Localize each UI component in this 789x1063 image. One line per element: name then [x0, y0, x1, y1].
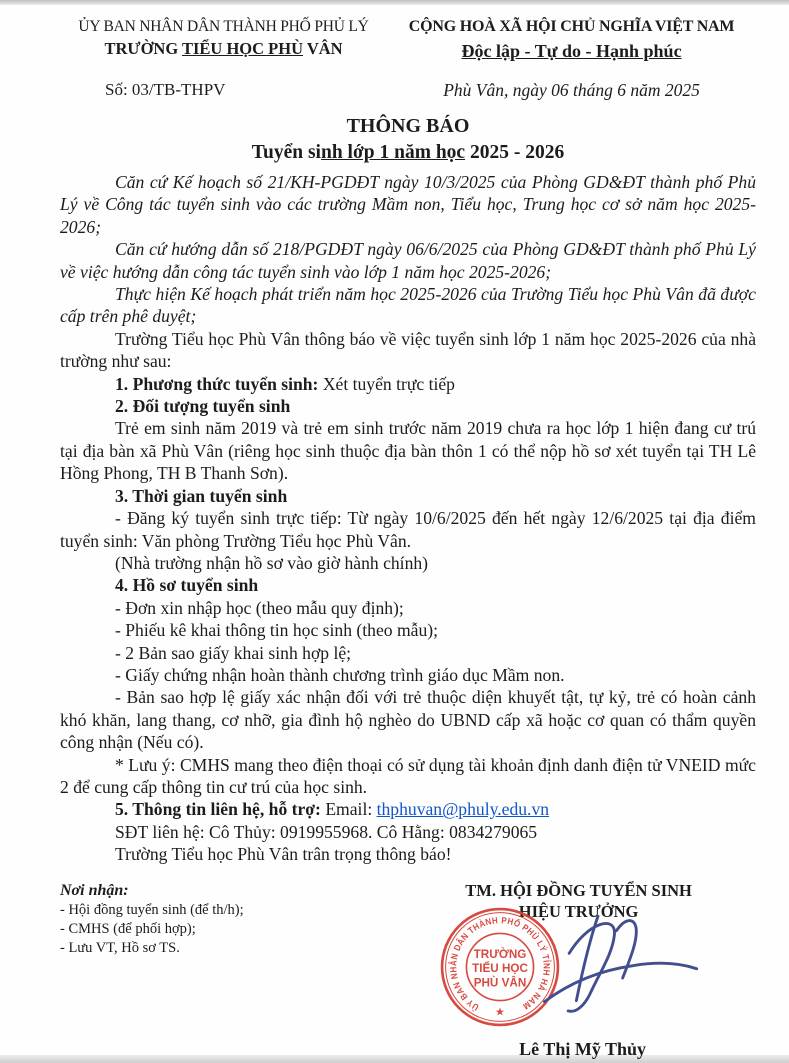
stamp-ring-text: ỦY BAN NHÂN DÂN THÀNH PHỐ PHỦ LÝ TỈNH HÀ NAM — [448, 914, 552, 1013]
text-segment: Xét tuyển trực tiếp — [322, 373, 455, 394]
paragraph — [60, 373, 756, 395]
page-top-edge — [0, 0, 789, 5]
paragraph — [60, 798, 756, 820]
text-segment: 3. Thời gian tuyển sinh — [115, 485, 288, 506]
paragraph — [60, 686, 756, 753]
paragraph — [60, 597, 756, 619]
document-title — [60, 113, 756, 166]
text-segment: - Đăng ký tuyển sinh trực tiếp: Từ ngày 10/6/2025 đến hết ngày 12/6/2025 tại địa điểm tuyển sinh: Văn phòng Trường Tiểu học Phù Vân. — [60, 508, 756, 551]
recipient-list — [60, 901, 373, 958]
paragraph — [60, 754, 756, 799]
text-segment: - Phiếu kê khai thông tin học sinh (theo mẫu); — [115, 620, 438, 641]
paragraph — [60, 328, 756, 373]
paragraph — [60, 642, 756, 664]
paragraph — [60, 574, 756, 596]
title-line: THÔNG BÁO — [346, 115, 470, 137]
paragraph — [60, 171, 756, 238]
text-segment: SĐT liên hệ: Cô Thủy: 0919955968. Cô Hằng: 0834279065 — [115, 821, 538, 842]
document-header — [60, 16, 756, 64]
document-footer — [60, 880, 756, 1063]
recipients-block — [60, 880, 373, 1063]
signature-scrawl — [525, 906, 710, 1014]
document-dateline: Phù Vân, ngày 06 tháng 6 năm 2025 — [443, 80, 700, 100]
national-motto-line1: CỘNG HOÀ XÃ HỘI CHỦ NGHĨA VIỆT NAM — [408, 18, 735, 35]
text-segment: - Giấy chứng nhận hoàn thành chương trình giáo dục Mầm non. — [115, 664, 565, 685]
text-segment: (Nhà trường nhận hồ sơ vào giờ hành chính) — [115, 552, 429, 573]
text-segment: Căn cứ hướng dẫn số 218/PGDĐT ngày 06/6/2025 của Phòng GD&ĐT thành phố Phủ Lý về việc hướng dẫn công tác tuyển sinh vào lớp 1 năm học 2025-2026; — [60, 239, 756, 282]
recipient-item: - Hội đồng tuyển sinh (để th/h); — [60, 901, 244, 918]
text-segment: 2. Đối tượng tuyển sinh — [115, 396, 291, 417]
paragraph — [60, 485, 756, 507]
paragraph — [60, 395, 756, 417]
signer-name: Lê Thị Mỹ Thủy — [519, 1038, 647, 1059]
subtitle-line: Tuyển sinh lớp 1 năm học 2025 - 2026 — [251, 142, 565, 163]
paragraph — [60, 843, 756, 865]
text-segment: 1. Phương thức tuyển sinh: — [115, 373, 323, 394]
document-meta-row — [60, 80, 756, 101]
text-segment: Thực hiện Kế hoạch phát triển năm học 2025-2026 của Trường Tiểu học Phù Vân đã được cấp trên phê duyệt; — [60, 284, 756, 327]
stamp-star-icon: ★ — [495, 1005, 506, 1018]
text-segment: - Bản sao hợp lệ giấy xác nhận đối với trẻ thuộc diện khuyết tật, tự kỷ, trẻ có hoàn cảnh khó khăn, lang thang, cơ nhỡ, gia đình hộ nghèo do UBND cấp xã hoặc cơ quan có thẩm quyền công nhận (Nếu có). — [60, 687, 756, 753]
document-body — [60, 171, 756, 866]
issuing-authority-block — [60, 16, 387, 64]
text-segment: 4. Hồ sơ tuyển sinh — [115, 575, 259, 596]
stamp-center-line2: TIỂU HỌC — [472, 961, 529, 975]
paragraph — [60, 821, 756, 843]
authority-name: ỦY BAN NHÂN DÂN THÀNH PHỐ PHỦ LÝ — [78, 18, 369, 35]
signature-block — [373, 880, 756, 1063]
paragraph — [60, 619, 756, 641]
paragraph — [60, 664, 756, 686]
text-segment: Email: — [325, 799, 377, 820]
paragraph — [60, 238, 756, 283]
text-segment: Trường Tiểu học Phù Vân thông báo về việc tuyển sinh lớp 1 năm học 2025-2026 của nhà trường như sau: — [60, 328, 756, 372]
recipients-title: Nơi nhận: — [60, 881, 129, 899]
sign-authority-line: TM. HỘI ĐỒNG TUYỂN SINH — [465, 880, 692, 900]
text-segment: Trường Tiểu học Phù Vân trân trọng thông báo! — [115, 844, 452, 865]
text-segment: Trẻ em sinh năm 2019 và trẻ em sinh trước năm 2019 chưa ra học lớp 1 hiện đang cư trú tại địa bàn xã Phù Vân (riêng học sinh thuộc địa bàn thôn 1 có thể nộp hồ sơ xét tuyển tại TH Lê Hồng Phong, TH B Thanh Sơn). — [60, 418, 756, 484]
paragraph — [60, 552, 756, 574]
recipient-item: - CMHS (để phối hợp); — [60, 920, 196, 937]
text-segment: * Lưu ý: CMHS mang theo điện thoại có sử dụng tài khoản định danh điện tử VNEID mức 2 để cung cấp thông tin cư trú của học sinh. — [60, 754, 756, 797]
document-number: Số: 03/TB-THPV — [105, 80, 226, 99]
text-segment: - Đơn xin nhập học (theo mẫu quy định); — [115, 597, 404, 618]
paragraph — [60, 283, 756, 328]
text-segment: - 2 Bản sao giấy khai sinh hợp lệ; — [115, 642, 352, 663]
stamp-center-line1: TRƯỜNG — [473, 947, 527, 961]
national-header-block — [387, 16, 756, 64]
paragraph — [60, 417, 756, 484]
national-motto-line2: Độc lập - Tự do - Hạnh phúc — [461, 41, 682, 61]
recipient-item: - Lưu VT, Hồ sơ TS. — [60, 939, 180, 956]
school-name: TRƯỜNG TIỂU HỌC PHÙ VÂN — [104, 39, 343, 58]
text-segment: 5. Thông tin liên hệ, hỗ trợ: — [115, 799, 326, 820]
sign-position-line: HIỆU TRƯỞNG — [518, 901, 639, 921]
stamp-center-line3: PHÙ VÂN — [473, 975, 527, 989]
text-segment: Căn cứ Kế hoạch số 21/KH-PGDĐT ngày 10/3/2025 của Phòng GD&ĐT thành phố Phủ Lý về Công tác tuyển sinh vào các trường Mầm non, Tiểu học, Trung học cơ sở năm học 2025-2026; — [60, 172, 756, 237]
paragraph — [60, 507, 756, 552]
email-link[interactable]: thphuvan@phuly.edu.vn — [376, 799, 550, 820]
